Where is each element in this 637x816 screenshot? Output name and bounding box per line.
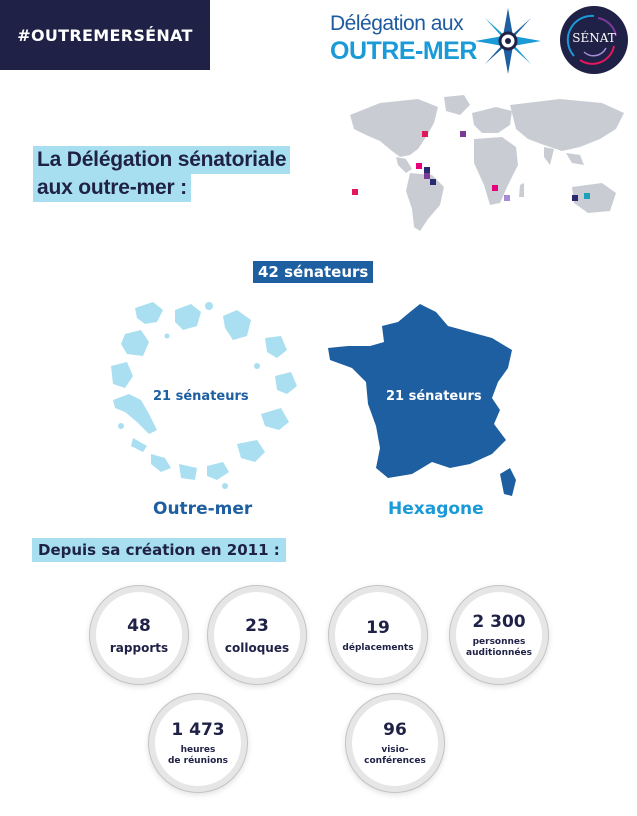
map-marker — [572, 195, 578, 201]
hexagone-label: Hexagone — [388, 499, 484, 519]
stat-label: colloques — [224, 641, 290, 655]
outre-mer-label: Outre-mer — [153, 499, 253, 519]
stat-label: rapports — [109, 641, 169, 655]
map-marker — [492, 185, 498, 191]
map-marker — [422, 131, 428, 137]
stat-value: 2 300 — [472, 612, 526, 632]
delegation-logo-line2: OUTRE-MER — [330, 37, 477, 65]
stat-label: déplacements — [342, 642, 414, 653]
senat-logo — [560, 6, 628, 74]
map-marker — [424, 173, 430, 179]
map-marker — [460, 131, 466, 137]
page-title — [33, 146, 290, 202]
stat-circle-persons-heard — [456, 592, 542, 678]
stat-circle-reports — [96, 592, 182, 678]
stat-label: visio- conférences — [364, 745, 426, 766]
stat-circle-trips — [335, 592, 421, 678]
map-marker — [430, 179, 436, 185]
stat-value: 23 — [245, 616, 269, 636]
stat-circle-videoconferences — [352, 700, 438, 786]
hexagone-senators-count: 21 sénateurs — [386, 389, 482, 404]
hashtag-banner — [0, 0, 210, 70]
compass-rose-icon — [473, 6, 543, 76]
senat-logo-text: SÉNAT — [572, 31, 616, 45]
stat-circle-meeting-hours — [155, 700, 241, 786]
world-map — [340, 93, 628, 235]
page-title-line2: aux outre-mer : — [33, 174, 191, 202]
map-marker — [424, 167, 430, 173]
map-marker — [504, 195, 510, 201]
stat-value: 19 — [366, 617, 390, 638]
since-creation-heading: Depuis sa création en 2011 : — [32, 538, 286, 562]
outre-mer-senators-count: 21 sénateurs — [153, 389, 249, 404]
map-marker — [584, 193, 590, 199]
stat-value: 48 — [127, 616, 151, 636]
stat-label: personnes auditionnées — [466, 637, 532, 658]
stat-value: 96 — [383, 720, 407, 740]
map-marker — [352, 189, 358, 195]
map-marker — [416, 163, 422, 169]
delegation-logo-line1: Délégation aux — [330, 12, 464, 35]
hashtag-text: #OUTREMERSÉNAT — [17, 25, 193, 45]
total-senators-badge: 42 sénateurs — [253, 261, 373, 283]
stat-label: heures de réunions — [167, 745, 229, 766]
page-title-line1: La Délégation sénatoriale — [33, 146, 290, 174]
stat-value: 1 473 — [171, 720, 225, 740]
stat-circle-colloquia — [214, 592, 300, 678]
